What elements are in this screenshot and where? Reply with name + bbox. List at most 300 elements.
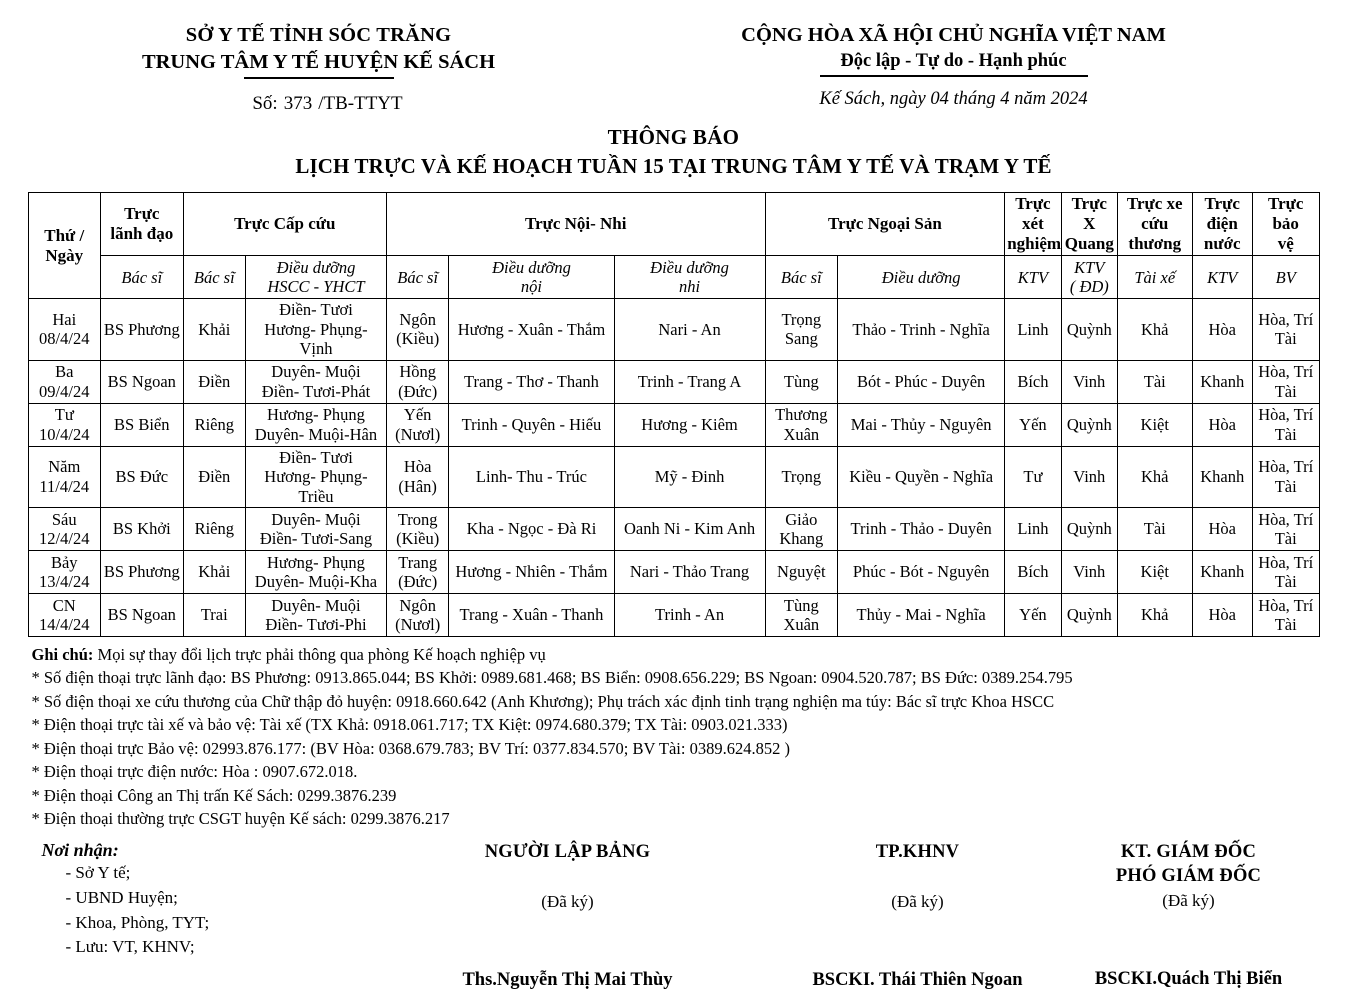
subheader-leader-doctor: Bác sĩ [101,256,184,299]
letterhead [29,0,1319,115]
cell-day-line: 10/4/24 [39,424,90,444]
cell-er-nurse-line: Điền- Tươi-Sang [259,529,373,549]
cell-guard-line: Tài [1274,572,1297,592]
department-name: BSCKI. Thái Thiên Ngoan [812,970,1023,991]
cell-driver-line: Khả [1141,605,1169,625]
cell-er-doctor-line: Khải [198,562,231,582]
subheader-xray-tech: KTV ( ĐD) [1061,256,1117,299]
preparer-signed: (Đã ký) [541,892,594,912]
page-subtitle: LỊCH TRỰC VÀ KẾ HOẠCH TUẦN 15 TẠI TRUNG TÂM Y TẾ VÀ TRẠM Y TẾ [295,154,1052,179]
cell-internal-nurse [449,508,614,551]
district-health-center: TRUNG TÂM Y TẾ HUYỆN KẾ SÁCH [141,51,496,74]
cell-day-line: Ba [55,362,74,382]
cell-pediatric-nurse-line: Nari - An [658,319,721,339]
cell-internal-doctor-line: (Kiều) [396,329,440,349]
cell-er-nurse-line: Duyên- Muội-Kha [254,572,378,592]
cell-day [28,446,101,507]
page-title: THÔNG BÁO [607,125,740,150]
header-utility-duty: Trực điện nước [1192,193,1252,256]
recipient-item: - Lưu: VT, KHNV; [65,937,195,957]
cell-driver-line: Khả [1141,319,1169,339]
cell-surgery-doctor-line: Trọng [781,467,822,487]
province-health-department: SỞ Y TẾ TỈNH SÓC TRĂNG [185,24,452,46]
cell-er-doctor-line: Trai [200,605,228,625]
cell-surgery-doctor-line: Xuân [783,424,820,444]
cell-internal-doctor-line: (Nươl) [395,615,441,635]
header-ambulance-duty: Trực xe cứu thương [1118,193,1193,256]
cell-internal-doctor-line: Hồng [399,362,436,382]
cell-xray-line: Vinh [1073,371,1106,391]
org-underline [244,77,394,79]
cell-utility [1192,403,1252,446]
cell-er-doctor [183,446,245,507]
cell-guard-line: Hòa, Trí [1258,405,1314,425]
preparer-heading: NGƯỜI LẬP BẢNG [484,842,651,863]
cell-xray-line: Quỳnh [1066,519,1112,539]
cell-er-nurse-line: Duyên- Muội [271,362,361,382]
cell-xray [1061,446,1117,507]
cell-utility-line: Hòa [1208,519,1236,539]
table-row [28,446,1319,507]
cell-guard-line: Tài [1274,615,1297,635]
subheader-surgery-nurse: Điều dưỡng [838,256,1005,299]
cell-leader-doctor [101,299,184,360]
cell-internal-doctor [386,403,448,446]
cell-surgery-nurse [838,594,1005,637]
cell-day-line: Hai [52,309,77,329]
cell-driver [1118,446,1193,507]
cell-utility-line: Hòa [1208,605,1236,625]
director-name: BSCKI.Quách Thị Biển [1094,968,1283,989]
cell-guard [1252,403,1319,446]
cell-utility [1192,594,1252,637]
cell-surgery-nurse [838,446,1005,507]
cell-lab [1005,594,1061,637]
cell-day-line: Tư [54,405,74,425]
cell-day-line: 09/4/24 [39,381,90,401]
cell-xray-line: Quỳnh [1066,605,1112,625]
so-number: 373 [283,93,313,115]
cell-xray-line: Vinh [1073,467,1106,487]
cell-er-doctor [183,508,245,551]
subheader-internal-doctor: Bác sĩ [386,256,448,299]
cell-internal-doctor [386,551,448,594]
cell-internal-nurse-line: Trang - Xuân - Thanh [459,605,604,625]
cell-leader-doctor-line: BS Ngoan [107,371,176,391]
cell-internal-doctor [386,360,448,403]
cell-day [28,551,101,594]
country-name: CỘNG HÒA XÃ HỘI CHỦ NGHĨA VIỆT NAM [741,24,1166,46]
cell-lab [1005,403,1061,446]
table-row [28,594,1319,637]
cell-er-nurse-line: Duyên- Muội [271,595,361,615]
duty-schedule-table [28,192,1320,637]
subheader-utility-tech: KTV [1192,256,1252,299]
cell-surgery-nurse [838,299,1005,360]
cell-internal-doctor [386,446,448,507]
subheader-pediatric-nurse: Điều dưỡng nhi [614,256,765,299]
cell-day [28,299,101,360]
cell-day-line: Năm [48,457,81,477]
cell-driver-line: Tài [1143,519,1166,539]
cell-er-nurse-line: Điền- Tươi-Phi [265,615,367,635]
cell-er-doctor-line: Riêng [194,414,234,434]
table-row [28,508,1319,551]
schedule-table-wrapper [28,192,1320,637]
cell-lab-line: Bích [1017,562,1049,582]
cell-surgery-doctor-line: Xuân [783,615,820,635]
cell-surgery-doctor [765,299,838,360]
cell-driver [1118,508,1193,551]
cell-internal-doctor-line: Ngôn [399,595,436,615]
so-label: Số: [252,93,278,115]
cell-lab-line: Bích [1017,371,1049,391]
cell-surgery-nurse [838,508,1005,551]
cell-surgery-doctor-line: Thương [775,405,828,425]
document-number-line [49,93,589,115]
cell-xray [1061,508,1117,551]
cell-day-line: Bảy [50,552,78,572]
cell-guard-line: Tài [1274,329,1297,349]
cell-internal-doctor-line: (Đức) [398,381,438,401]
cell-er-doctor [183,594,245,637]
cell-xray [1061,299,1117,360]
cell-xray [1061,594,1117,637]
cell-leader-doctor [101,594,184,637]
table-row [28,360,1319,403]
cell-er-nurse-line: Duyên- Muội [271,509,361,529]
cell-lab [1005,360,1061,403]
note-label-text: Mọi sự thay đổi lịch trực phải thông qua phòng Kế hoạch nghiệp vụ [93,645,546,665]
cell-lab-line: Linh [1017,519,1049,539]
cell-day-line: Sáu [51,509,77,529]
national-motto: Độc lập - Tự do - Hạnh phúc [840,51,1067,72]
cell-day-line: 12/4/24 [39,529,90,549]
cell-surgery-doctor [765,551,838,594]
department-column [778,840,1058,991]
national-heading [589,22,1319,115]
cell-guard-line: Hòa, Trí [1258,595,1314,615]
issuing-organization [29,22,589,115]
cell-leader-doctor-line: BS Biển [114,414,170,434]
cell-day-line: 13/4/24 [39,572,90,592]
cell-pediatric-nurse-line: Hương - Kiêm [641,414,738,434]
cell-day [28,403,101,446]
cell-leader-doctor-line: BS Ngoan [107,605,176,625]
cell-utility-line: Khanh [1200,562,1245,582]
note-line: * Điện thoại trực tài xế và bảo vệ: Tài xế (TX Khả: 0918.061.717; TX Kiệt: 0974.680.379; TX Tài: 0903.021.333) [31,715,788,735]
cell-guard-line: Hòa, Trí [1258,552,1314,572]
preparer-name: Ths.Nguyễn Thị Mai Thùy [462,970,673,991]
cell-day [28,360,101,403]
cell-internal-doctor [386,508,448,551]
cell-pediatric-nurse [614,551,765,594]
cell-surgery-nurse-line: Trinh - Thảo - Duyên [850,519,992,539]
notes-section [28,643,1320,830]
cell-internal-nurse-line: Trinh - Quyên - Hiếu [461,414,602,434]
cell-pediatric-nurse [614,403,765,446]
table-row [28,299,1319,360]
cell-lab-line: Tư [1023,467,1043,487]
note-line: * Điện thoại trực Bảo vệ: 02993.876.177: (BV Hòa: 0368.679.783; BV Trí: 0377.834.570; BV Tài: 0389.624.852 ) [31,738,790,758]
cell-xray-line: Quỳnh [1066,319,1112,339]
cell-xray-line: Quỳnh [1066,414,1112,434]
subheader-er-nurse: Điều dưỡng HSCC - YHCT [245,256,386,299]
department-signed: (Đã ký) [891,892,944,912]
recipients-list [42,861,358,960]
cell-day-line: 08/4/24 [39,329,90,349]
cell-er-nurse-line: Điền- Tươi [279,447,353,467]
header-day: Thứ / Ngày [28,193,101,299]
cell-er-nurse [245,299,386,360]
cell-internal-doctor-line: (Nươl) [395,424,441,444]
header-lab-duty: Trực xét nghiệm [1005,193,1061,256]
cell-surgery-nurse [838,403,1005,446]
cell-surgery-nurse-line: Mai - Thủy - Nguyên [850,414,992,434]
subheader-surgery-doctor: Bác sĩ [765,256,838,299]
cell-utility-line: Hòa [1208,319,1236,339]
cell-guard [1252,508,1319,551]
cell-leader-doctor-line: BS Phương [103,562,180,582]
recipient-item: - Khoa, Phòng, TYT; [65,912,210,932]
cell-guard-line: Tài [1274,529,1297,549]
department-heading: TP.KHNV [875,842,960,863]
cell-er-nurse-line: Hương- Phụng [267,405,365,425]
subheader-guard: BV [1252,256,1319,299]
cell-surgery-doctor [765,403,838,446]
cell-driver [1118,360,1193,403]
cell-er-nurse [245,594,386,637]
note-line: * Số điện thoại trực lãnh đạo: BS Phương: 0913.865.044; BS Khởi: 0989.681.468; BS Biển: 0908.656.229; BS Ngoan: 0904.520.787; BS Đức: 0389.254.795 [31,668,1073,688]
cell-pediatric-nurse [614,508,765,551]
cell-lab-line: Linh [1017,319,1049,339]
cell-er-doctor-line: Riêng [194,519,234,539]
cell-surgery-doctor [765,508,838,551]
note-line: * Điện thoại trực điện nước: Hòa : 0907.672.018. [31,762,358,782]
cell-lab [1005,299,1061,360]
cell-pediatric-nurse [614,299,765,360]
cell-er-doctor-line: Khải [198,319,231,339]
note-header-line [32,643,1320,666]
cell-internal-doctor-line: Trang [398,552,438,572]
cell-internal-nurse [449,403,614,446]
cell-lab-line: Yến [1019,605,1047,625]
cell-guard-line: Hòa, Trí [1258,309,1314,329]
cell-guard-line: Tài [1274,424,1297,444]
cell-guard-line: Hòa, Trí [1258,457,1314,477]
cell-driver [1118,594,1193,637]
cell-utility-line: Khanh [1200,467,1245,487]
cell-er-nurse [245,360,386,403]
cell-internal-doctor-line: Trong [397,509,438,529]
recipients-column [28,840,358,991]
cell-surgery-nurse [838,360,1005,403]
cell-guard [1252,551,1319,594]
director-heading-line2: PHÓ GIÁM ĐỐC [1115,866,1262,887]
cell-leader-doctor [101,403,184,446]
motto-underline [820,75,1088,77]
cell-er-nurse-line: Duyên- Muội-Hân [254,424,378,444]
cell-er-nurse-line: Hương- Phụng-Vịnh [264,319,368,359]
cell-internal-doctor-line: Hòa [403,457,432,477]
cell-driver [1118,403,1193,446]
cell-utility-line: Khanh [1200,371,1245,391]
cell-surgery-doctor [765,594,838,637]
cell-internal-doctor-line: Yến [403,405,432,425]
cell-guard-line: Tài [1274,476,1297,496]
cell-day [28,594,101,637]
cell-surgery-doctor-line: Tùng [783,371,819,391]
cell-surgery-doctor-line: Trọng [781,309,822,329]
cell-surgery-doctor-line: Sang [784,329,818,349]
table-row [28,403,1319,446]
cell-internal-doctor [386,299,448,360]
cell-lab-line: Yến [1019,414,1047,434]
cell-utility [1192,360,1252,403]
cell-day-line: CN [52,595,76,615]
cell-lab [1005,551,1061,594]
cell-er-doctor [183,299,245,360]
subheader-er-doctor: Bác sĩ [183,256,245,299]
director-signed: (Đã ký) [1162,890,1215,910]
cell-surgery-doctor-line: Giảo [785,509,818,529]
cell-er-nurse [245,508,386,551]
table-sub-header-row [28,256,1319,299]
note-line: * Số điện thoại xe cứu thương của Chữ thập đỏ huyện: 0918.660.642 (Anh Khương); Phụ trách xác định tinh trạng nghiện ma túy: Bác sĩ trực Khoa HSCC [31,691,1055,711]
cell-internal-doctor-line: (Kiều) [396,529,440,549]
cell-pediatric-nurse [614,594,765,637]
cell-leader-doctor [101,551,184,594]
cell-surgery-doctor [765,446,838,507]
cell-xray [1061,360,1117,403]
recipient-item: - UBND Huyện; [65,888,178,908]
cell-xray [1061,551,1117,594]
table-group-header-row [28,193,1319,256]
cell-xray-line: Vinh [1073,562,1106,582]
cell-er-nurse-line: Điền- Tươi-Phát [261,381,371,401]
cell-driver-line: Khả [1141,467,1169,487]
cell-utility [1192,446,1252,507]
header-surgery-obstetrics-duty: Trực Ngoại Sản [765,193,1005,256]
place-and-date: Kế Sách, ngày 04 tháng 4 năm 2024 [819,89,1088,110]
cell-pediatric-nurse-line: Mỹ - Đinh [654,467,725,487]
cell-utility [1192,299,1252,360]
cell-guard [1252,594,1319,637]
cell-surgery-doctor-line: Nguyệt [777,562,826,582]
cell-er-nurse-line: Điền- Tươi [279,300,353,320]
cell-internal-nurse-line: Hương - Xuân - Thắm [457,319,606,339]
cell-driver [1118,299,1193,360]
recipients-title: Nơi nhận: [41,840,119,861]
cell-pediatric-nurse-line: Nari - Thảo Trang [629,562,750,582]
cell-xray [1061,403,1117,446]
cell-surgery-nurse-line: Phúc - Bót - Nguyên [852,562,990,582]
cell-guard-line: Tài [1274,381,1297,401]
cell-day-line: 14/4/24 [39,615,90,635]
subheader-internal-nurse: Điều dưỡng nội [449,256,614,299]
cell-er-doctor-line: Điền [198,371,231,391]
subheader-lab-tech: KTV [1005,256,1061,299]
cell-leader-doctor-line: BS Khởi [112,519,171,539]
cell-driver-line: Kiệt [1140,562,1169,582]
cell-leader-doctor [101,446,184,507]
header-leader-duty: Trực lãnh đạo [101,193,184,256]
cell-surgery-nurse [838,551,1005,594]
cell-utility [1192,508,1252,551]
cell-internal-nurse [449,360,614,403]
cell-leader-doctor [101,360,184,403]
cell-pediatric-nurse [614,446,765,507]
cell-guard-line: Hòa, Trí [1258,362,1314,382]
signature-block [28,840,1320,991]
cell-er-nurse-line: Hương- Phụng-Triều [264,467,368,506]
note-line: * Điện thoại thường trực CSGT huyện Kế sách: 0299.3876.217 [31,809,450,828]
cell-internal-nurse [449,446,614,507]
cell-internal-doctor-line: (Đức) [398,572,438,592]
cell-er-doctor [183,551,245,594]
cell-surgery-nurse-line: Bót - Phúc - Duyên [856,371,986,391]
cell-internal-nurse-line: Linh- Thu - Trúc [475,467,587,487]
header-internal-pediatric-duty: Trực Nội- Nhi [386,193,765,256]
cell-internal-nurse [449,299,614,360]
subheader-driver: Tài xế [1118,256,1193,299]
header-xray-duty: Trực X Quang [1061,193,1117,256]
cell-internal-nurse-line: Kha - Ngọc - Đà Ri [466,519,597,539]
cell-lab [1005,446,1061,507]
director-heading-line1: KT. GIÁM ĐỐC [1120,842,1257,863]
cell-er-nurse [245,403,386,446]
cell-er-nurse-line: Hương- Phụng [267,552,365,572]
note-line: * Điện thoại Công an Thị trấn Kế Sách: 0299.3876.239 [31,785,397,805]
cell-internal-nurse [449,594,614,637]
note-label: Ghi chú: [31,645,94,665]
cell-pediatric-nurse-line: Trinh - Trang A [637,371,742,391]
cell-er-nurse [245,446,386,507]
cell-internal-doctor-line: Ngôn [399,309,436,329]
cell-er-doctor-line: Điền [198,467,231,487]
cell-guard [1252,299,1319,360]
cell-driver-line: Kiệt [1140,414,1169,434]
cell-er-nurse [245,551,386,594]
cell-er-doctor [183,360,245,403]
cell-surgery-nurse-line: Thảo - Trinh - Nghĩa [852,319,990,339]
cell-internal-nurse-line: Hương - Nhiên - Thắm [455,562,608,582]
cell-utility-line: Hòa [1208,414,1236,434]
cell-leader-doctor-line: BS Phương [103,319,180,339]
cell-leader-doctor-line: BS Đức [115,467,169,487]
cell-pediatric-nurse [614,360,765,403]
recipient-item: - Sở Y tế; [65,863,131,883]
cell-pediatric-nurse-line: Oanh Ni - Kim Anh [624,519,756,539]
cell-driver [1118,551,1193,594]
cell-day [28,508,101,551]
cell-surgery-nurse-line: Thủy - Mai - Nghĩa [856,605,986,625]
header-guard-duty: Trực bảo vệ [1252,193,1319,256]
cell-guard [1252,446,1319,507]
table-row [28,551,1319,594]
preparer-column [358,840,778,991]
cell-er-doctor [183,403,245,446]
cell-lab [1005,508,1061,551]
cell-driver-line: Tài [1143,371,1166,391]
cell-internal-nurse [449,551,614,594]
director-column [1058,840,1320,991]
notes-list [32,666,1320,830]
header-emergency-duty: Trực Cấp cứu [183,193,386,256]
cell-surgery-doctor-line: Khang [779,529,824,549]
cell-day-line: 11/4/24 [39,476,90,496]
cell-surgery-doctor [765,360,838,403]
